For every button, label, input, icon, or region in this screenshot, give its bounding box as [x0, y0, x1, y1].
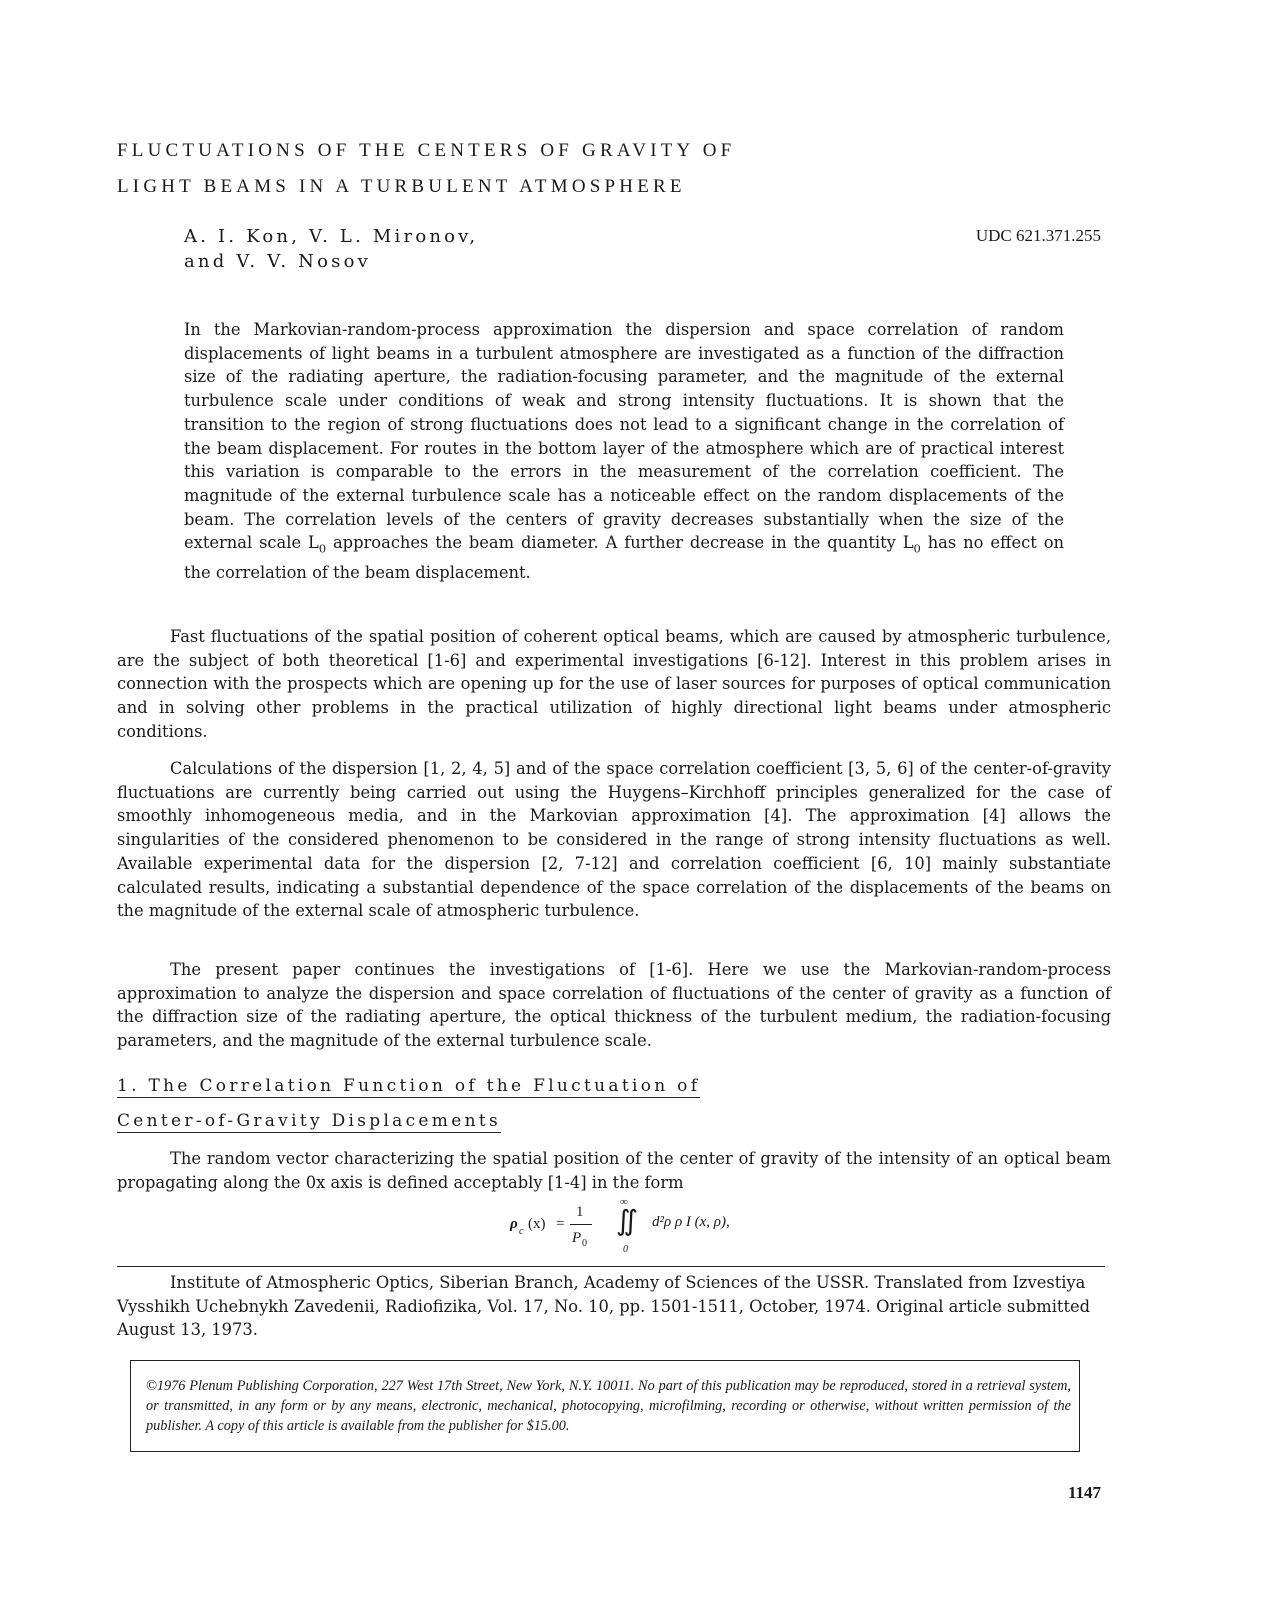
equation-lhs: ρ	[510, 1216, 518, 1232]
equation-equals: =	[556, 1216, 565, 1232]
integral-lower-limit: 0	[623, 1244, 628, 1255]
integrand: d²ρ ρ I (x, ρ),	[652, 1214, 730, 1230]
fraction-bar	[570, 1224, 592, 1225]
title-line-2: LIGHT BEAMS IN A TURBULENT ATMOSPHERE	[117, 176, 686, 197]
authors-line-1: A. I. Kon, V. L. Mironov,	[184, 226, 479, 247]
integral-upper-limit: ∞	[620, 1196, 628, 1208]
abstract-text-2: approaches the beam diameter. A further decrease in the quantity L	[326, 533, 914, 553]
copyright-notice: ©1976 Plenum Publishing Corporation, 227 West 17th Street, New York, N.Y. 10011. No part of this publication may be reproduced, stored in a retrieval system, or transmitted, in any form or by any means, electronic, mechanical, photocopying, microfilming, recording or otherwise, without written permission of the publisher. A copy of this article is available from the publisher for $15.00.	[146, 1378, 1071, 1434]
fraction-numerator: 1	[576, 1204, 584, 1220]
section-heading-text-1: 1. The Correlation Function of the Fluctuation of	[117, 1076, 701, 1096]
authors-line-2: and V. V. Nosov	[184, 251, 371, 272]
fraction-denominator: P	[572, 1230, 582, 1246]
title-line-1: FLUCTUATIONS OF THE CENTERS OF GRAVITY OF	[117, 140, 736, 161]
udc-code: UDC 621.371.255	[975, 226, 1101, 245]
paragraph-3: The present paper continues the investigations of [1-6]. Here we use the Markovian-random-process approximation to analyze the dispersion and space correlation of fluctuations of the center of gravity as a function of the diffraction size of the radiating aperture, the optical thickness of the turbulent medium, the radiation-focusing parameters, and the magnitude of the external turbulence scale.	[117, 960, 1111, 1051]
section-body: The random vector characterizing the spatial position of the center of gravity of the intensity of an optical beam propagating along the 0x axis is defined acceptably [1-4] in the form	[117, 1149, 1111, 1192]
abstract-text-1: In the Markovian-random-process approximation the dispersion and space correlation of random displacements of light beams in a turbulent atmosphere are investigated as a function of the diffraction size of the radiating aperture, the radiation-focusing parameter, and the magnitude of the external turbulence scale under conditions of weak and strong intensity fluctuations. It is shown that the transition to the region of strong fluctuations does not lead to a significant change in the correlation of the beam displacement. For routes in the bottom layer of the atmosphere which are of practical interest this variation is comparable to the errors in the measurement of the correlation coefficient. The magnitude of the external turbulence scale has a noticeable effect on the random displacements of the beam. The correlation levels of the centers of gravity decreases substantially when the size of the external scale L	[184, 320, 1064, 553]
section-heading-line-1	[117, 1076, 700, 1096]
equation-argument: (x)	[528, 1216, 546, 1232]
paragraph-1: Fast fluctuations of the spatial position of coherent optical beams, which are caused by atmospheric turbulence, are the subject of both theoretical [1-6] and experimental investigations [6-12]. Interest in this problem arises in connection with the prospects which are opening up for the use of laser sources for purposes of optical communication and in solving other problems in the practical utilization of highly directional light beams under atmospheric conditions.	[117, 627, 1111, 741]
abstract-subscript-1: 0	[318, 541, 327, 556]
equation-lhs-subscript: c	[519, 1226, 524, 1237]
fraction-denominator-subscript: 0	[582, 1238, 587, 1249]
abstract	[184, 318, 1064, 585]
footnote: Institute of Atmospheric Optics, Siberian Branch, Academy of Sciences of the USSR. Translated from Izvestiya Vysshikh Uchebnykh Zavedenii, Radiofizika, Vol. 17, No. 10, pp. 1501-1511, October, 1974. Original article submitted August 13, 1973.	[117, 1273, 1091, 1339]
authors	[184, 224, 478, 274]
abstract-subscript-2: 0	[913, 541, 921, 556]
page-number: 1147	[1067, 1483, 1101, 1502]
double-integral: ∬	[616, 1206, 639, 1237]
abstract-text-3: has no effect on the correlation of the beam displacement.	[184, 533, 1064, 583]
equation	[510, 1196, 810, 1260]
section-heading-text-2: Center-of-Gravity Displacements	[117, 1111, 501, 1131]
footnote-rule	[117, 1266, 1105, 1267]
paragraph-2: Calculations of the dispersion [1, 2, 4, 5] and of the space correlation coefficient [3, 5, 6] of the center-of-gravity fluctuations are currently being carried out using the Huygens–Kirchhoff principles generalized for the case of smoothly inhomogeneous media, and in the Markovian approximation [4]. The approximation [4] allows the singularities of the considered phenomenon to be considered in the range of strong intensity fluctuations as well. Available experimental data for the dispersion [2, 7-12] and correlation coefficient [6, 10] mainly substantiate calculated results, indicating a substantial dependence of the space correlation of the displacements of the beams on the magnitude of the external scale of atmospheric turbulence.	[117, 759, 1111, 921]
section-heading-line-2	[117, 1111, 501, 1131]
